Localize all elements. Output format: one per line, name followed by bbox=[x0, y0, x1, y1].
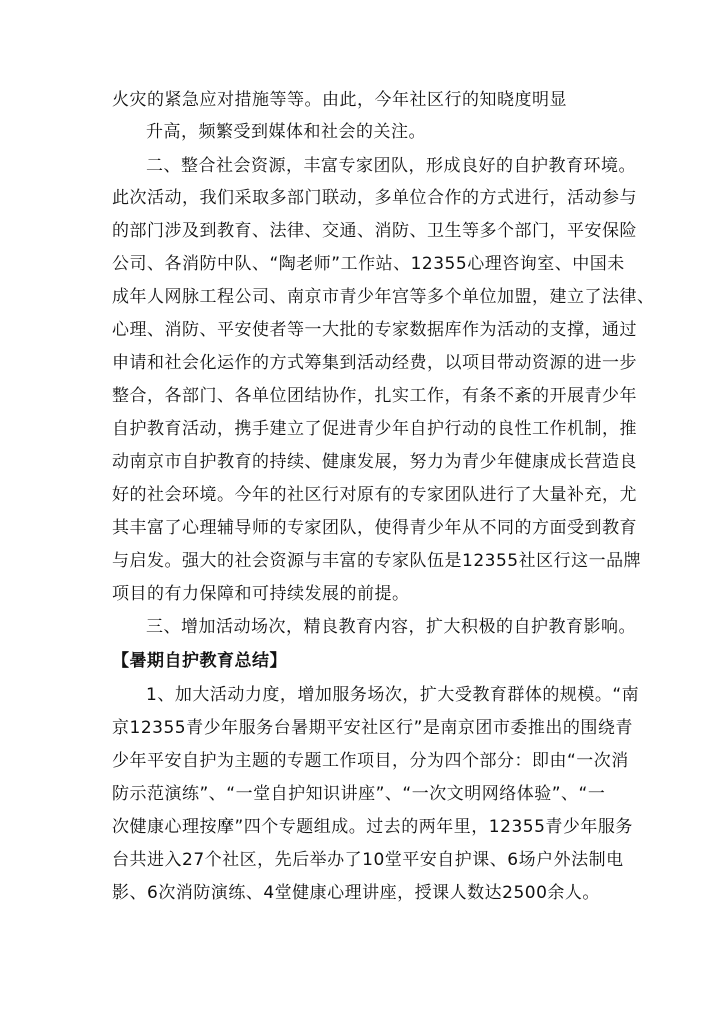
text-line: 影、6次消防演练、4堂健康心理讲座，授课人数达2500余人。 bbox=[112, 883, 600, 903]
text-line: 此次活动，我们采取多部门联动，多单位合作的方式进行，活动参与 bbox=[112, 188, 637, 208]
text-line: 自护教育活动，携手建立了促进青少年自护行动的良性工作机制，推 bbox=[112, 419, 637, 439]
bracketed-title: 【暑期自护教育总结】 bbox=[112, 651, 287, 671]
text-line: 京12355青少年服务台暑期平安社区行”是南京团市委推出的围绕青 bbox=[112, 718, 633, 738]
section-heading: 三、增加活动场次，精良教育内容，扩大积极的自护教育影响。 bbox=[146, 617, 636, 637]
text-line: 的部门涉及到教育、法律、交通、消防、卫生等多个部门，平安保险 bbox=[112, 221, 637, 241]
section-heading: 二、整合社会资源，丰富专家团队，形成良好的自护教育环境。 bbox=[146, 156, 636, 176]
text-line: 升高，频繁受到媒体和社会的关注。 bbox=[146, 122, 426, 142]
text-line: 申请和社会化运作的方式筹集到活动经费，以项目带动资源的进一步 bbox=[112, 353, 637, 373]
text-line: 次健康心理按摩”四个专题组成。过去的两年里，12355青少年服务 bbox=[112, 817, 633, 837]
text-line: 整合，各部门、各单位团结协作，扎实工作，有条不紊的开展青少年 bbox=[112, 386, 637, 406]
text-line: 心理、消防、平安使者等一大批的专家数据库作为活动的支撑，通过 bbox=[112, 320, 637, 340]
text-line: 1、加大活动力度，增加服务场次，扩大受教育群体的规模。“南 bbox=[146, 685, 640, 705]
text-line: 台共进入27个社区，先后举办了10堂平安自护课、6场户外法制电 bbox=[112, 850, 624, 870]
text-line: 与启发。强大的社会资源与丰富的专家队伍是12355社区行这一品牌 bbox=[112, 551, 642, 571]
text-line: 少年平安自护为主题的专题工作项目，分为四个部分：即由“一次消 bbox=[112, 751, 629, 771]
text-line: 防示范演练”、“一堂自护知识讲座”、“一次文明网络体验”、“一 bbox=[112, 784, 606, 804]
text-line: 其丰富了心理辅导师的专家团队，使得青少年从不同的方面受到教育 bbox=[112, 518, 637, 538]
text-line: 好的社会环境。今年的社区行对原有的专家团队进行了大量补充，尤 bbox=[112, 485, 637, 505]
text-line: 火灾的紧急应对措施等等。由此，今年社区行的知晓度明显 bbox=[112, 90, 567, 110]
text-line: 公司、各消防中队、“陶老师”工作站、12355心理咨询室、中国未 bbox=[112, 254, 625, 274]
text-line: 动南京市自护教育的持续、健康发展，努力为青少年健康成长营造良 bbox=[112, 452, 637, 472]
text-line: 项目的有力保障和可持续发展的前提。 bbox=[112, 584, 410, 604]
text-line: 成年人网脉工程公司、南京市青少年宫等多个单位加盟，建立了法律、 bbox=[112, 287, 655, 307]
